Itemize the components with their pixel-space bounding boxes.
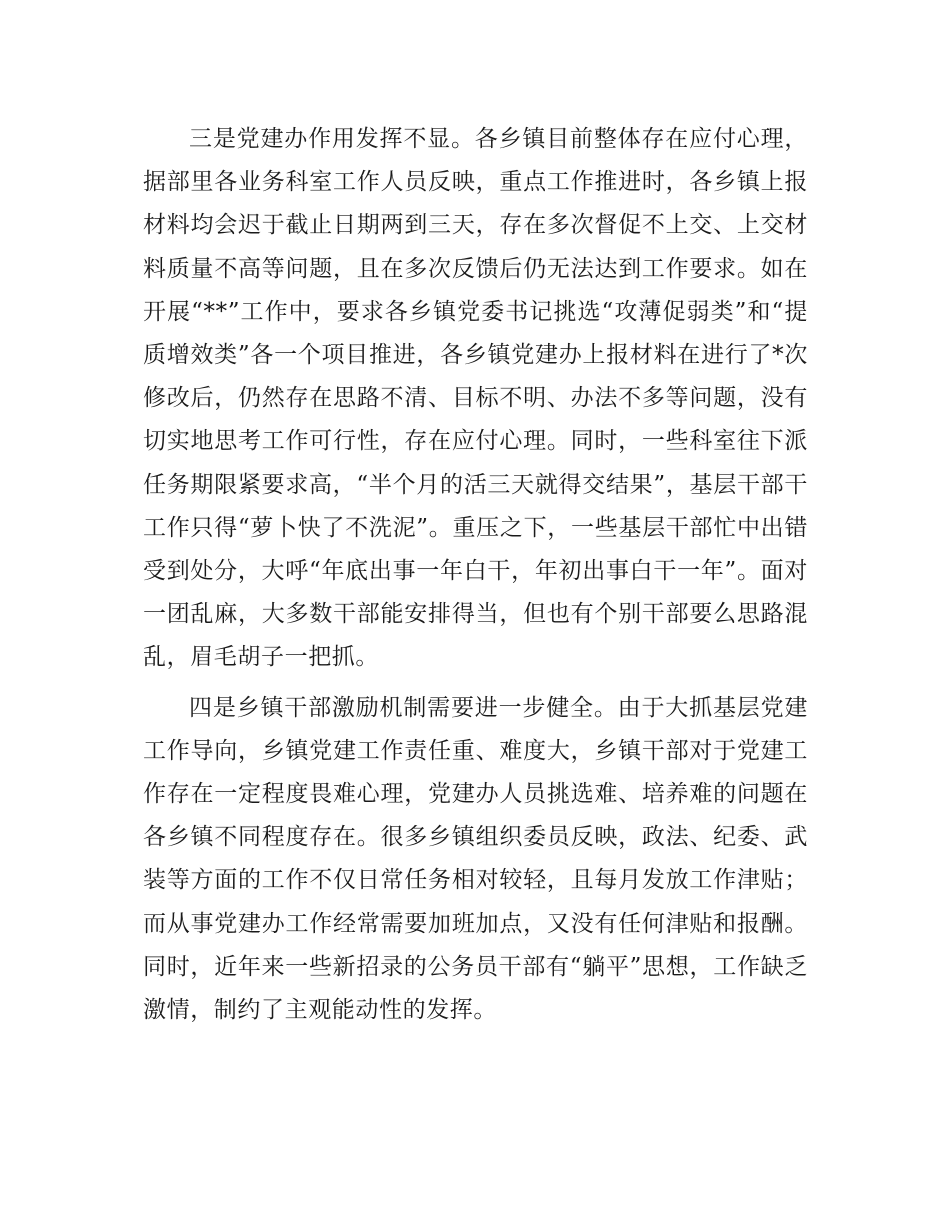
document-body — [143, 118, 808, 1039]
paragraph-four: 四是乡镇干部激励机制需要进一步健全。由于大抓基层党建工作导向，乡镇党建工作责任重、难度大，乡镇干部对于党建工作存在一定程度畏难心理，党建办人员挑选难、培养难的问题在各乡镇不同程度存在。很多乡镇组织委员反映，政法、纪委、武装等方面的工作不仅日常任务相对较轻，且每月发放工作津贴；而从事党建办工作经常需要加班加点，又没有任何津贴和报酬。同时，近年来一些新招录的公务员干部有“躺平”思想，工作缺乏激情，制约了主观能动性的发挥。 — [143, 694, 808, 1024]
paragraph-three: 三是党建办作用发挥不显。各乡镇目前整体存在应付心理，据部里各业务科室工作人员反映，重点工作推进时，各乡镇上报材料均会迟于截止日期两到三天，存在多次督促不上交、上交材料质量不高等问题，且在多次反馈后仍无法达到工作要求。如在开展“**”工作中，要求各乡镇党委书记挑选“攻薄促弱类”和“提质增效类”各一个项目推进，各乡镇党建办上报材料在进行了*次修改后，仍然存在思路不清、目标不明、办法不多等问题，没有切实地思考工作可行性，存在应付心理。同时，一些科室往下派任务期限紧要求高，“半个月的活三天就得交结果”，基层干部干工作只得“萝卜快了不洗泥”。重压之下，一些基层干部忙中出错受到处分，大呼“年底出事一年白干，年初出事白干一年”。面对一团乱麻，大多数干部能安排得当，但也有个别干部要么思路混乱，眉毛胡子一把抓。 — [143, 126, 808, 671]
